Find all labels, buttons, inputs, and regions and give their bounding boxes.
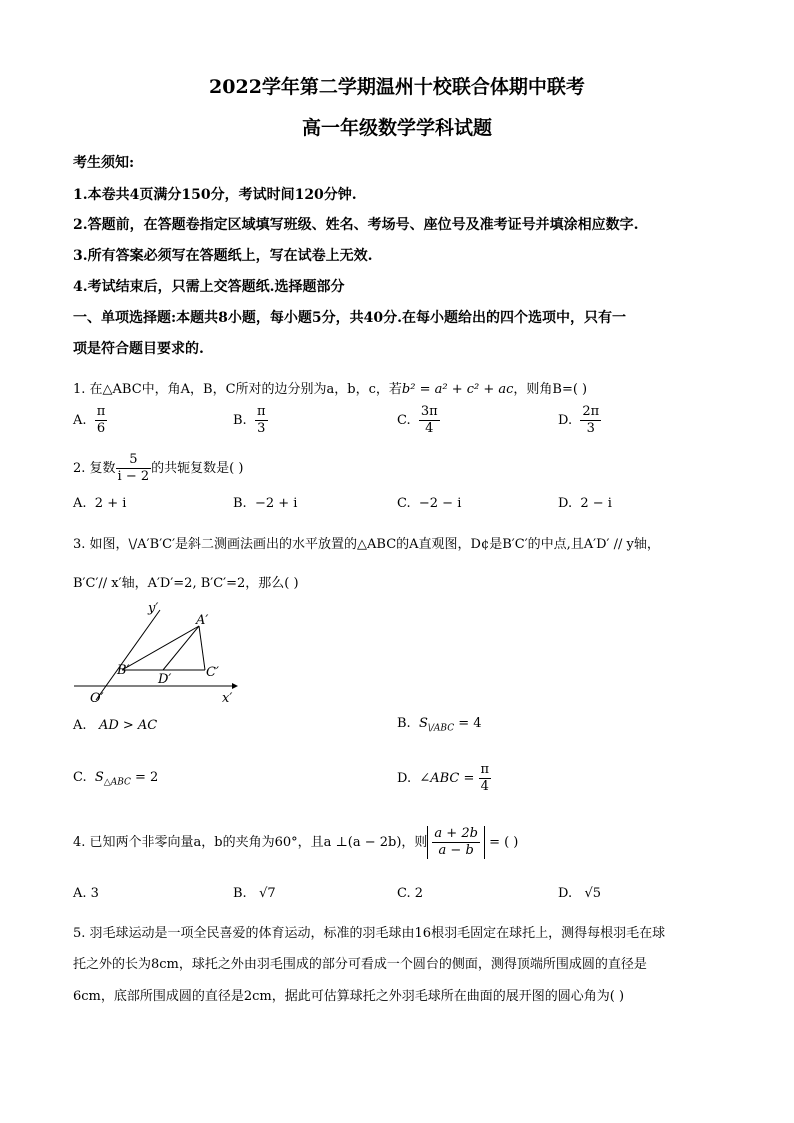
segment-d-a	[163, 626, 199, 670]
q2-option-a[interactable]: A. 2 + i	[73, 496, 127, 511]
q1-option-b[interactable]: B. $\frac{\pi}{3}$	[233, 404, 266, 436]
q4-prefix: 4. 已知两个非零向量a，b的夹角为60°，且a ⊥(a − 2b)，则	[73, 835, 428, 850]
option-label: D.	[558, 413, 573, 428]
question-5-stem-line1: 5. 羽毛球运动是一项全民喜爱的体育运动，标准的羽毛球由16根羽毛固定在球托上，测得每根羽毛在球	[73, 926, 666, 941]
q3-option-d[interactable]: D. ∠ABC = $\frac{\pi}{4}$	[397, 762, 490, 794]
question-5-stem-line2: 托之外的长为8cm，球托之外由羽毛围成的部分可看成一个圆台的侧面，测得顶端所围成圆的直径是	[73, 957, 647, 972]
q2-option-b[interactable]: B. −2 + i	[233, 496, 298, 511]
q2-prefix: 2. 复数	[73, 461, 116, 476]
oblique-projection-figure	[72, 598, 242, 706]
label-d: D′	[158, 672, 172, 687]
q1-suffix: ，则角B=( )	[513, 382, 588, 397]
q3-option-a[interactable]: A. AD > AC	[73, 718, 158, 733]
note-item-1: 1.本卷共4页满分150分，考试时间120分钟.	[73, 187, 357, 203]
note-item-4: 4.考试结束后，只需上交答题纸.选择题部分	[73, 279, 345, 295]
q1-prefix: 1. 在△ABC中，角A，B，C所对的边分别为a，b，c，若	[73, 382, 402, 397]
q4-option-c[interactable]: C. 2	[397, 886, 424, 901]
question-5-stem-line3: 6cm，底部所围成圆的直径是2cm，据此可估算球托之外羽毛球所在曲面的展开图的圆心角为( )	[73, 989, 625, 1004]
notes-heading: 考生须知:	[73, 155, 135, 171]
label-o: O′	[90, 691, 104, 706]
q4-option-d[interactable]: D. √5	[558, 886, 602, 901]
segment-a-c	[199, 626, 205, 670]
section-heading-line1: 一、单项选择题:本题共8小题，每小题5分，共40分.在每小题给出的四个选项中，只有一	[73, 310, 627, 326]
label-b: B′	[117, 663, 130, 678]
label-y: y′	[148, 601, 159, 616]
option-label: A.	[73, 413, 87, 428]
label-a: A′	[196, 613, 209, 628]
q4-suffix: = ( )	[489, 835, 519, 850]
q3-option-b[interactable]: B. $S_{\backslash/ABC} = 4$	[397, 716, 482, 734]
q4-option-a[interactable]: A. 3	[73, 886, 99, 901]
note-item-2: 2.答题前，在答题卷指定区域填写班级、姓名、考场号、座位号及准考证号并填涂相应数字.	[73, 217, 639, 233]
exam-title-line2: 高一年级数学学科试题	[301, 117, 492, 139]
note-item-3: 3.所有答案必须写在答题纸上，写在试卷上无效.	[73, 248, 373, 264]
label-x: x′	[222, 691, 233, 706]
q2-option-c[interactable]: C. −2 − i	[397, 496, 462, 511]
q2-option-d[interactable]: D. 2 − i	[558, 496, 612, 511]
option-label: C.	[397, 413, 411, 428]
q1-option-c[interactable]: C. $\frac{3\pi}{4}$	[397, 404, 438, 436]
question-1-stem	[73, 378, 587, 397]
q1-option-a[interactable]: A. $\frac{\pi}{6}$	[73, 404, 106, 436]
option-label: B.	[233, 413, 247, 428]
x-axis-arrow	[232, 683, 238, 689]
q1-option-d[interactable]: D. $\frac{2\pi}{3}$	[558, 404, 600, 436]
q2-suffix: 的共轭复数是( )	[151, 461, 244, 476]
label-c: C′	[206, 665, 219, 680]
question-2-stem: 2. 复数 $\frac{5}{i - 2}$ 的共轭复数是( )	[73, 452, 244, 484]
q1-formula: b² = a² + c² + ac	[401, 382, 514, 397]
q4-option-b[interactable]: B. √7	[233, 886, 276, 901]
question-3-stem-line1: 3. 如图，\/A′B′C′是斜二测画法画出的水平放置的△ABC的A直观图，D¢是B′C′的中点,且A′D′ // y轴，	[73, 537, 660, 552]
section-heading-line2: 项是符合题目要求的.	[73, 341, 204, 357]
q3-option-c[interactable]: C. $S_{\triangle ABC} = 2$	[73, 770, 159, 788]
exam-title-line1: 2022学年第二学期温州十校联合体期中联考	[209, 76, 585, 98]
question-4-stem: 4. 已知两个非零向量a，b的夹角为60°，且a ⊥(a − 2b)，则 $\frac{a + 2b}{a - b}$ = ( )	[73, 826, 519, 858]
question-3-stem-line2: B′C′// x′轴，A′D′=2, B′C′=2，那么( )	[73, 576, 299, 591]
